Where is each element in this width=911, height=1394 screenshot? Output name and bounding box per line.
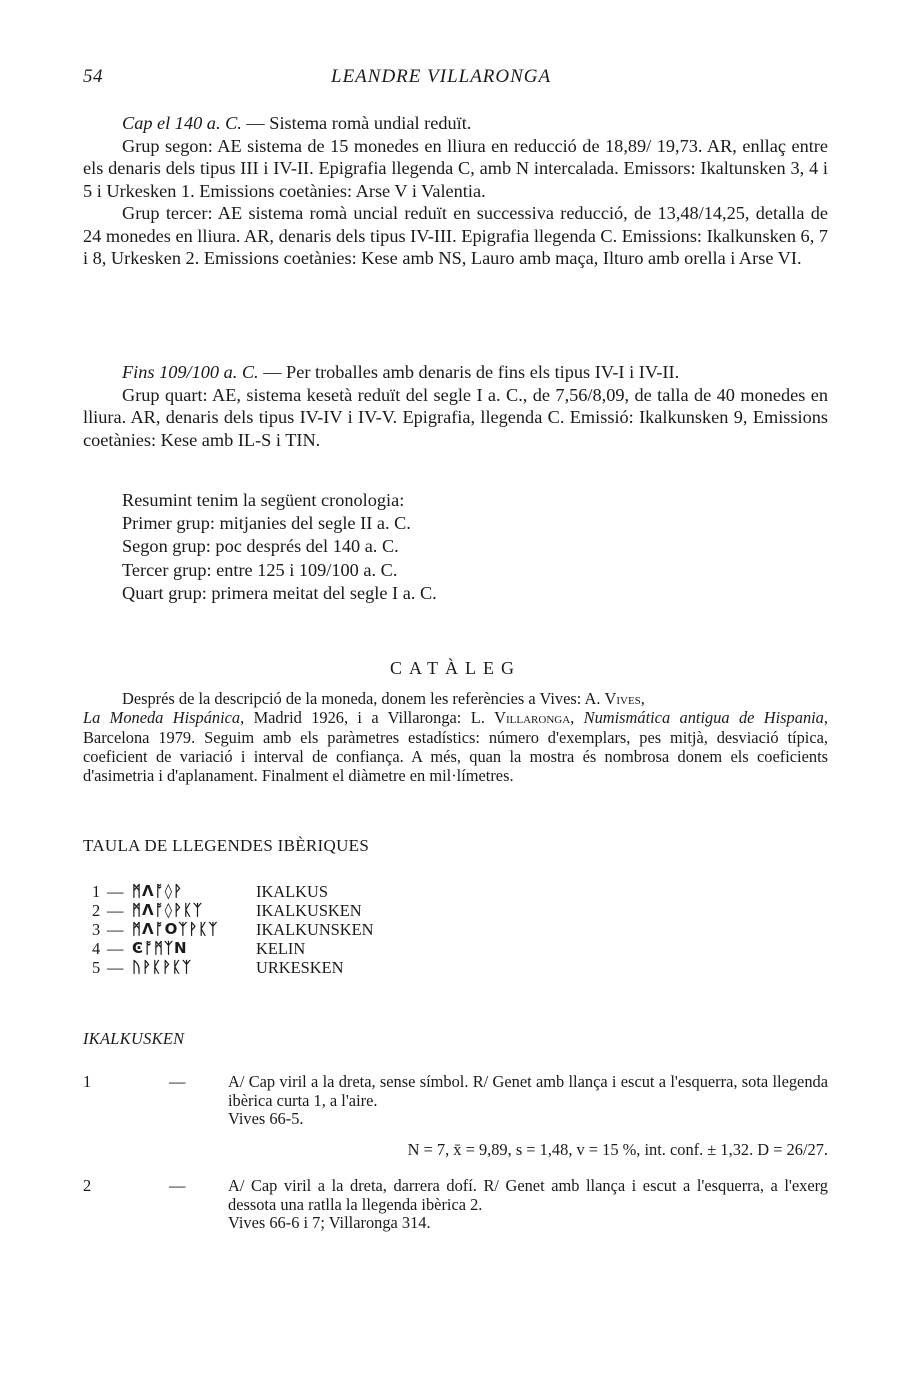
- section-fins-109: [83, 361, 828, 451]
- paragraph-group-4: Grup quart: AE, sistema kesetà reduït del segle I a. C., de 7,56/8,09, de talla de 40 monedes en lliura. AR, denaris dels tipus IV-IV i IV-V. Epigrafia, llegenda C. Emissió: Ikalkunsken 9, Emissions coetànies: Kese amb IL-S i TIN.: [83, 384, 828, 450]
- catalog-entry: [83, 1073, 828, 1168]
- paragraph-date-109: [83, 361, 828, 384]
- entry-reference: Vives 66-5.: [228, 1109, 304, 1129]
- legend-table-title: TAULA DE LLEGENDES IBÈRIQUES: [83, 836, 370, 855]
- legend-table: [92, 882, 512, 977]
- legend-transliteration: IKALKUSKEN: [256, 901, 362, 920]
- iberian-legend-glyph: ᛗΛᚩOᛉᚹᛕᛉ: [132, 920, 219, 938]
- legend-dash: —: [107, 901, 124, 920]
- summary-line: Primer grup: mitjanies del segle II a. C.: [122, 513, 411, 534]
- legend-row: [92, 920, 512, 939]
- paragraph-group-3: Grup tercer: AE sistema romà uncial reduït en successiva reducció, de 13,48/14,25, detalla de 24 monedes en lliura. AR, denaris dels tipus IV-III. Epigrafia llegenda C. Emissions: Ikalkunsken 6, 7 i 8, Urkesken 2. Emissions coetànies: Kese amb NS, Lauro amb maça, Ilturo amb orella i Arse VI.: [83, 203, 828, 268]
- date-lead: — Sistema romà undial reduït.: [241, 113, 472, 133]
- title-vives: La Moneda Hispánica: [83, 708, 241, 728]
- legend-row: [92, 939, 512, 958]
- legend-dash: —: [107, 939, 124, 958]
- legend-number: 2: [92, 901, 101, 920]
- catalog-entry: [83, 1177, 828, 1237]
- legend-row: [92, 901, 512, 920]
- legend-number: 4: [92, 939, 101, 958]
- iberian-legend-glyph: ϾᚩᛗᛉN: [132, 939, 188, 957]
- iberian-legend-glyph: ᚢᚹᛕᚹᛕᛉ: [132, 958, 193, 976]
- entry-dash: —: [169, 1176, 186, 1195]
- legend-transliteration: IKALKUNSKEN: [256, 920, 374, 939]
- legend-dash: —: [107, 920, 124, 939]
- paragraph-group-2: Grup segon: AE sistema de 15 monedes en lliura en reducció de 18,89/ 19,73. AR, enllaç entre els denaris dels tipus III i IV-II. Epigrafia llegenda C, amb N intercalada. Emissors: Ikaltunsken 3, 4 i 5 i Urkesken 1. Emissions coetànies: Arse V i Valentia.: [83, 135, 828, 201]
- legend-row: [92, 882, 512, 901]
- entry-reference: Vives 66-6 i 7; Villaronga 314.: [228, 1213, 431, 1233]
- entry-statistics: N = 7, x̄ = 9,89, s = 1,48, v = 15 %, int. conf. ± 1,32. D = 26/27.: [407, 1140, 828, 1159]
- summary-line: Quart grup: primera meitat del segle I a. C.: [122, 582, 437, 603]
- section-cap-el-140: [83, 112, 828, 270]
- paragraph-date-140: [83, 112, 828, 135]
- summary-intro: Resumint tenim la següent cronologia:: [122, 490, 405, 510]
- legend-transliteration: IKALKUS: [256, 882, 328, 901]
- legend-number: 1: [92, 882, 101, 901]
- legend-number: 3: [92, 920, 101, 939]
- author-villaronga: Villaronga: [494, 708, 571, 728]
- iberian-legend-glyph: ᛗΛᚩ◊ᚹᛕᛉ: [132, 901, 204, 919]
- legend-dash: —: [107, 882, 124, 901]
- legend-transliteration: KELIN: [256, 939, 306, 958]
- entry-dash: —: [169, 1072, 186, 1091]
- iberian-legend-glyph: ᛗΛᚩ◊ᚹ: [132, 882, 184, 900]
- title-villaronga: Numismática antigua de Hispania: [583, 708, 824, 728]
- legend-number: 5: [92, 958, 101, 977]
- date-label: Cap el 140 a. C.: [122, 113, 242, 133]
- entry-description: [228, 1073, 828, 1129]
- legend-transliteration: URKESKEN: [256, 958, 344, 977]
- entry-number: 2: [83, 1176, 92, 1195]
- legend-dash: —: [107, 958, 124, 977]
- entry-number: 1: [83, 1072, 92, 1091]
- catalog-intro-paragraph: Després de la descripció de la moneda, donem les referències a Vives: A. Vives, La Moneda Hispánica, Madrid 1926, i a Villaronga: L. Villaronga, Numismática antigua de Hispania, Barcelona 1979. Seguim amb els paràmetres estadístics: número d'exemplars, pes mitjà, desviació típica, coeficient de variació i interval de confiança. A més, quan la mostra és nombrosa donem els coeficients d'asimetria i d'aplanament. Finalment el diàmetre en mil·límetres.: [83, 689, 828, 786]
- summary-line: Tercer grup: entre 125 i 109/100 a. C.: [122, 559, 398, 580]
- chronology-summary: [122, 489, 622, 605]
- legend-row: [92, 958, 512, 977]
- entry-description: [228, 1177, 828, 1233]
- date-label: Fins 109/100 a. C.: [122, 362, 259, 382]
- page-number: 54: [83, 66, 103, 87]
- entry-text: A/ Cap viril a la dreta, sense símbol. R/ Genet amb llança i escut a l'esquerra, sota llegenda ibèrica curta 1, a l'aire.: [228, 1072, 828, 1110]
- summary-line: Segon grup: poc després del 140 a. C.: [122, 536, 399, 557]
- author-vives: Vives: [604, 689, 641, 708]
- running-head-author: LEANDRE VILLARONGA: [331, 66, 552, 87]
- section-heading-ikalkusken: IKALKUSKEN: [83, 1029, 185, 1048]
- date-lead: — Per troballes amb denaris de fins els tipus IV-I i IV-II.: [258, 362, 680, 382]
- catalog-heading: CATÀLEG: [390, 658, 521, 678]
- entry-text: A/ Cap viril a la dreta, darrera dofí. R/ Genet amb llança i escut a l'esquerra, a l'exerg dessota una ratlla la llegenda ibèrica 2.: [228, 1176, 828, 1214]
- catalog-intro: [83, 689, 828, 785]
